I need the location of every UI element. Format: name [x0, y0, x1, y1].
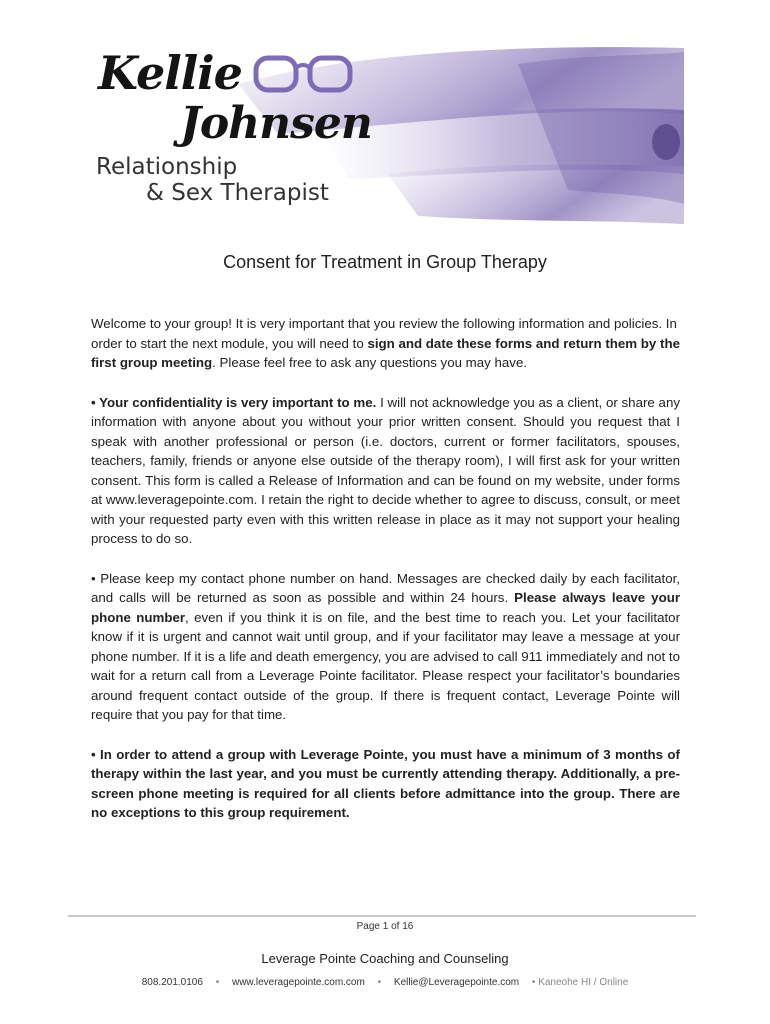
bold-text-run: • Your confidentiality is very important to me. [91, 394, 377, 410]
bold-text-run: Please always leave your phone number [91, 590, 680, 625]
footer-organization: Leverage Pointe Coaching and Counseling [261, 951, 509, 966]
paragraph-contact [91, 569, 680, 725]
bold-text-run: sign and date these forms and return them by the first group meeting [91, 335, 680, 370]
text-run: . Please feel free to ask any questions you may have. [212, 355, 528, 370]
text-run: , even if you think it is on file, and the best time to reach you. Let your facilitator know if it is urgent and cannot wait until group, and if your facilitator may leave a message at your phone number. If it is a life and death emergency, you are advised to call 911 immediately and not to wait for a return call from a Leverage Pointe facilitator. Please respect your facilitator’s boundaries around frequent contact outside of the group. If there is frequent contact, Leverage Pointe will require that you pay for that time. [91, 609, 680, 722]
footer-website: www.leveragepointe.com.com [231, 977, 365, 988]
logo-subtitle-line2: & Sex Therapist [146, 180, 329, 206]
text-run: Welcome to your group! It is very important that you review the following information and policies. In order to start the next module, you will need to [91, 316, 677, 351]
separator-dot: • [377, 977, 382, 988]
bold-text-run: • In order to attend a group with Leverage Pointe, you must have a minimum of 3 months of therapy within the last year, and you must be currently attending therapy. Additionally, a pre-screen phone meeting is required for all clients before admittance into the group. There are no exceptions to this group requirement. [91, 746, 680, 820]
logo-first-name: Kellie [98, 46, 242, 100]
document-body [91, 314, 680, 843]
separator-dot: • [215, 977, 220, 988]
document-title: Consent for Treatment in Group Therapy [223, 252, 547, 272]
paragraph-requirements [91, 745, 680, 823]
logo [88, 44, 684, 224]
logo-subtitle-line1: Relationship [96, 154, 238, 180]
text-run: • Please keep my contact phone number on hand. Messages are checked daily by each facilitator, and calls will be returned as soon as possible and within 24 hours. [91, 570, 680, 605]
footer-phone: 808.201.0106 [141, 977, 203, 988]
footer-email: Kellie@Leveragepointe.com [393, 977, 520, 988]
page-number: Page 1 of 16 [356, 921, 414, 932]
footer-divider [68, 915, 696, 917]
logo-last-name: Johnsen [180, 98, 372, 149]
footer-location: • Kaneohe HI / Online [531, 977, 629, 988]
paragraph-confidentiality [91, 393, 680, 549]
paragraph-welcome [91, 314, 680, 373]
text-run: I will not acknowledge you as a client, or share any information with anyone about you without your prior written consent. Should you request that I speak with another professional or person (i.e. doctors, current or former facilitators, spouses, teachers, family, friends or anyone else outside of the therapy room), I will first ask for your written consent. This form is called a Release of Information and can be found on my website, under forms at www.leveragepointe.com. I retain the right to decide whether to agree to discuss, consult, or meet with your requested party even with this written release in place as it may not support your healing process to do so. [91, 394, 680, 546]
footer-contact [0, 977, 770, 988]
